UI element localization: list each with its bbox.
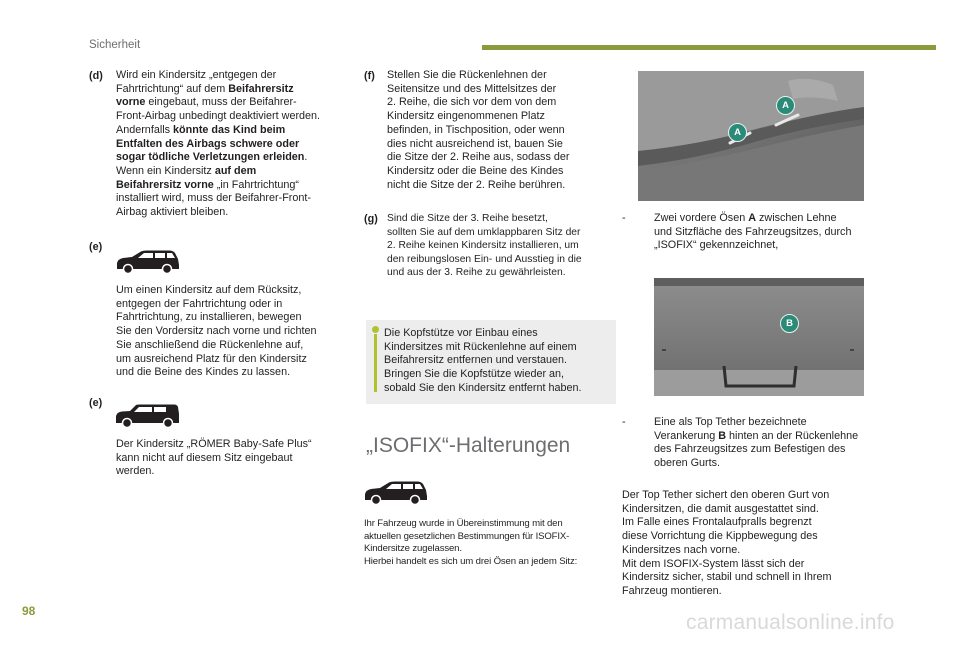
text-line — [654, 212, 874, 226]
text-line: die Sitze der 2. Reihe aus, sodass der — [387, 151, 570, 164]
text-line: Front-Airbag unbedingt deaktiviert werden. — [116, 110, 321, 123]
isofix-front-anchors-photo — [638, 71, 864, 201]
text-bold: Beifahrersitz — [228, 82, 294, 95]
info-icon — [372, 326, 379, 333]
text-line: oberen Gurts. — [654, 457, 721, 470]
page-number: 98 — [22, 604, 36, 618]
text-bold: sogar tödliche Verletzungen erleiden — [116, 151, 305, 164]
text-span: hinten an der Rückenlehne — [726, 429, 859, 442]
paragraph-f — [387, 69, 619, 192]
text-line: des Fahrzeugsitzes zum Befestigen des — [654, 443, 846, 456]
text-bold: Entfalten des Airbags schwere oder — [116, 137, 300, 150]
closing-paragraph — [622, 489, 872, 599]
text-line: diese Vorrichtung die Kippbewegung des — [622, 530, 818, 543]
text-line: Eine als Top Tether bezeichnete — [654, 416, 807, 428]
text-line: Um einen Kindersitz auf dem Rücksitz, — [116, 284, 302, 296]
info-box — [366, 320, 616, 404]
text-line — [116, 165, 346, 179]
text-line: Stellen Sie die Rückenlehnen der — [387, 69, 547, 81]
text-span: zwischen Lehne — [756, 212, 837, 224]
text-line: und aus der 3. Reihe zu gewährleisten. — [387, 267, 566, 279]
paragraph-d — [116, 69, 346, 220]
item-label-g: (g) — [364, 213, 378, 225]
text-line: den reibungslosen Ein- und Ausstieg in die — [387, 253, 582, 265]
text-bold: auf dem — [214, 164, 257, 177]
bullet-text-2 — [654, 416, 884, 471]
text-line: Die Kopfstütze vor Einbau eines — [384, 327, 538, 339]
bullet-text-1 — [654, 212, 874, 253]
text-line: entgegen der Fahrtrichtung oder in — [116, 297, 283, 310]
info-text — [384, 327, 612, 396]
text-line: Seitensitze und des Mittelsitzes der — [387, 82, 557, 95]
anchor-marker-a: A — [776, 96, 795, 115]
bullet-dash: - — [622, 212, 626, 224]
text-line: Kindersitz oder die Beine des Kindes — [387, 164, 564, 177]
paragraph-e2 — [116, 438, 346, 479]
text-line — [116, 83, 346, 97]
isofix-intro — [364, 518, 614, 568]
text-span: Zwei vordere Ösen — [654, 212, 749, 224]
text-line: Kindersitze zugelassen. — [364, 543, 462, 555]
text-line: Fahrtrichtung, zu installieren, bewegen — [116, 311, 302, 324]
text-line: „ISOFIX“ gekennzeichnet, — [654, 239, 779, 252]
text-line: Airbag aktiviert bleiben. — [116, 206, 229, 219]
section-title: Sicherheit — [89, 39, 141, 51]
text-line: und Sitzfläche des Fahrzeugsitzes, durch — [654, 225, 852, 238]
top-tether-photo — [654, 278, 864, 396]
text-line: nicht die Sitze der 2. Reihe berühren. — [387, 178, 566, 191]
text-line: Kindersitzen, die damit ausgestattet sind. — [622, 502, 819, 515]
text-line: Im Falle eines Frontalaufpralls begrenzt — [622, 516, 812, 529]
text-span: . — [304, 151, 308, 164]
text-line: Fahrzeug montieren. — [622, 584, 722, 597]
text-span: Andernfalls — [116, 123, 174, 136]
text-line: 2. Reihe keinen Kindersitz installieren, um — [387, 240, 579, 252]
text-line: sobald Sie den Kindersitz entfernt haben. — [384, 381, 582, 394]
text-bold: A — [748, 212, 757, 224]
item-label-f: (f) — [364, 70, 375, 82]
text-line: Hierbei handelt es sich um drei Ösen an jedem Sitz: — [364, 555, 578, 567]
text-line: Sie den Vordersitz nach vorne und richten — [116, 325, 317, 338]
text-line: Der Top Tether sichert den oberen Gurt von — [622, 489, 830, 501]
text-line: Kindersitz sicher, stabil und schnell in Ihrem — [622, 571, 832, 584]
item-label-e2: (e) — [89, 397, 103, 409]
item-label-d: (d) — [89, 70, 103, 82]
text-line: Kindersitz eingenommenen Platz — [387, 110, 545, 123]
text-line — [654, 430, 884, 444]
text-line: dies nicht ausreichend ist, bauen Sie — [387, 137, 563, 150]
text-line: Bringen Sie die Kopfstütze wieder an, — [384, 368, 565, 381]
item-label-e1: (e) — [89, 241, 103, 253]
text-line: sollten Sie auf dem umklappbaren Sitz der — [387, 226, 581, 238]
text-line: Sie anschließend die Rückenlehne auf, — [116, 338, 304, 351]
van-icon — [114, 404, 180, 428]
text-line: Der Kindersitz „RÖMER Baby-Safe Plus“ — [116, 438, 312, 450]
text-line — [116, 138, 346, 152]
car-icon-isofix — [362, 481, 428, 505]
text-line: aktuellen gesetzlichen Bestimmungen für ISOFIX- — [364, 530, 570, 542]
text-line — [116, 151, 346, 165]
text-line: Wird ein Kindersitz „entgegen der — [116, 69, 277, 81]
section-heading: „ISOFIX“-Halterungen — [366, 434, 571, 457]
text-span: Fahrtrichtung“ auf dem — [116, 82, 229, 95]
text-bold: könnte das Kind beim — [173, 123, 286, 136]
text-line: Beifahrersitz entfernen und verstauen. — [384, 354, 568, 367]
text-line — [116, 96, 346, 110]
text-span: Verankerung — [654, 429, 719, 442]
bullet-dash: - — [622, 416, 626, 428]
paragraph-g — [387, 212, 619, 280]
watermark: carmanualsonline.info — [686, 611, 895, 634]
text-line: befinden, in Tischposition, oder wenn — [387, 123, 565, 136]
text-span: eingebaut, muss der Beifahrer- — [145, 96, 297, 109]
text-span: „in Fahrtrichtung“ — [213, 178, 300, 191]
text-bold: Beifahrersitz vorne — [116, 178, 214, 191]
header-accent-bar — [482, 45, 936, 50]
text-line: Ihr Fahrzeug wurde in Übereinstimmung mit den — [364, 518, 563, 529]
anchor-marker-b: B — [780, 314, 799, 333]
text-line: und die Beine des Kindes zu lassen. — [116, 366, 291, 379]
text-span: Wenn ein Kindersitz — [116, 164, 215, 177]
text-line: kann nicht auf diesem Sitz eingebaut — [116, 451, 293, 464]
text-line: werden. — [116, 465, 155, 478]
text-line — [116, 179, 346, 193]
text-line: Kindersitzes mit Rückenlehne auf einem — [384, 340, 577, 353]
text-line: Mit dem ISOFIX-System lässt sich der — [622, 557, 805, 570]
paragraph-e1 — [116, 284, 346, 380]
text-line: installiert wird, muss der Beifahrer-Front- — [116, 192, 311, 205]
info-bar — [374, 334, 377, 392]
text-line — [116, 124, 346, 138]
text-bold: B — [718, 429, 727, 442]
text-line: um ausreichend Platz für den Kindersitz — [116, 352, 307, 365]
text-line: Kindersitzes nach vorne. — [622, 543, 741, 556]
car-icon — [114, 250, 180, 274]
text-line: 2. Reihe, die sich vor dem von dem — [387, 96, 557, 109]
text-line: Sind die Sitze der 3. Reihe besetzt, — [387, 213, 548, 224]
text-bold: vorne — [116, 96, 146, 109]
anchor-marker-a: A — [728, 123, 747, 142]
